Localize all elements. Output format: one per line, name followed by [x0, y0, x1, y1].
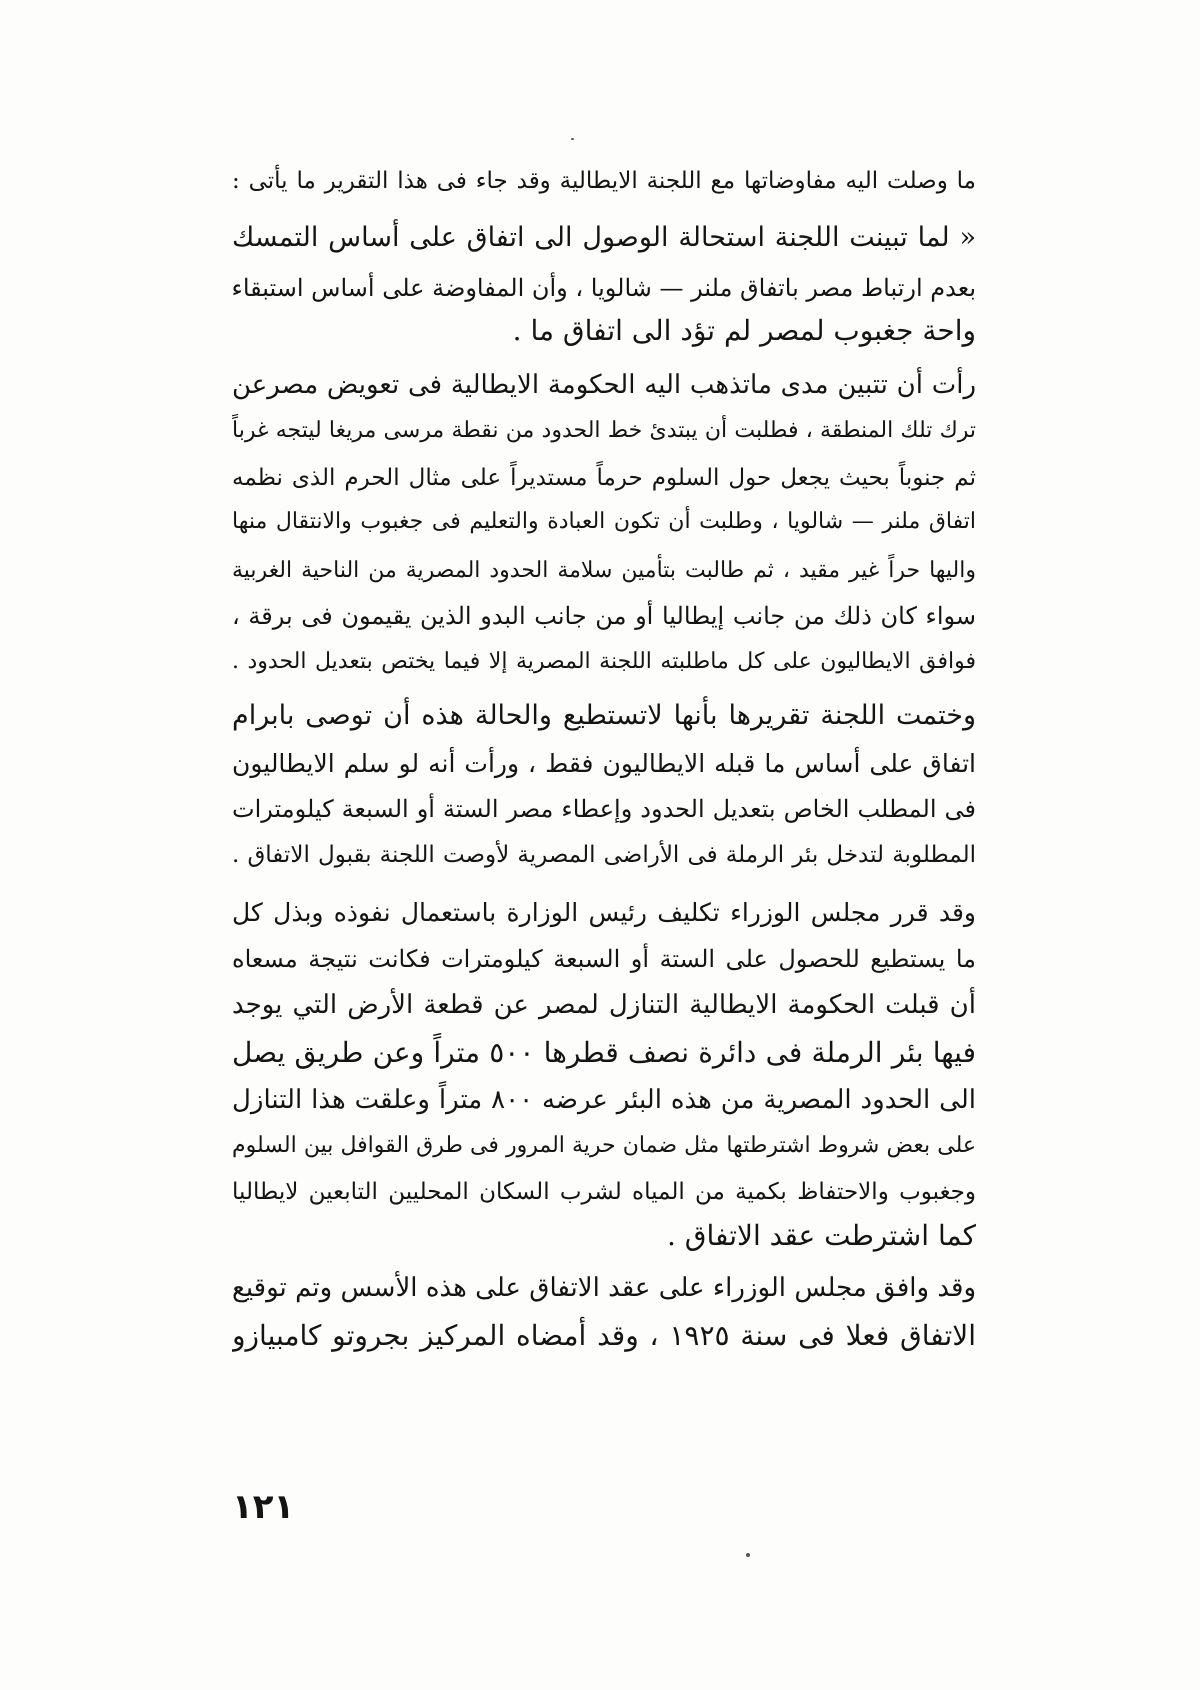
text-line: أن قبلت الحكومة الايطالية التنازل لمصر عن قطعة الأرض التي يوجد — [232, 990, 976, 1020]
text-line: « لما تبينت اللجنة استحالة الوصول الى اتفاق على أساس التمسك — [232, 222, 976, 253]
text-line: اتفاق ملنر — شالويا ، وطلبت أن تكون العبادة والتعليم فى جغبوب والانتقال منها — [232, 509, 976, 534]
text-line: ما وصلت اليه مفاوضاتها مع اللجنة الايطالية وقد جاء فى هذا التقرير ما يأتى : — [232, 168, 976, 194]
text-line: كما اشترطت عقد الاتفاق . — [667, 1219, 976, 1252]
scan-speck — [746, 1553, 750, 1557]
text-line: اتفاق على أساس ما قبله الايطاليون فقط ، ورأت أنه لو سلم الايطاليون — [232, 749, 976, 778]
text-line: فى المطلب الخاص بتعديل الحدود وإعطاء مصر الستة أو السبعة كيلومترات — [232, 795, 976, 823]
scan-speck — [571, 138, 574, 140]
text-line: وجغبوب والاحتفاظ بكمية من المياه لشرب السكان المحليين التابعين لايطاليا — [232, 1179, 976, 1205]
text-line: رأت أن تتبين مدى ماتذهب اليه الحكومة الايطالية فى تعويض مصرعن — [232, 370, 976, 400]
text-line: واليها حراً غير مقيد ، ثم طالبت بتأمين سلامة الحدود المصرية من الناحية الغربية — [232, 558, 976, 583]
text-line: واحة جغبوب لمصر لم تؤد الى اتفاق ما . — [512, 314, 976, 347]
text-line: سواء كان ذلك من جانب إيطاليا أو من جانب البدو الذين يقيمون فى برقة ، — [232, 602, 976, 630]
text-line: ثم جنوباً بحيث يجعل حول السلوم حرماً مستديراً على مثال الحرم الذى نظمه — [232, 465, 976, 491]
text-line: الاتفاق فعلا فى سنة ١٩٢٥ ، وقد أمضاه المركيز بجروتو كامبيازو — [232, 1319, 976, 1352]
text-line: بعدم ارتباط مصر باتفاق ملنر — شالويا ، وأن المفاوضة على أساس استبقاء — [232, 274, 976, 302]
text-line: فوافق الايطاليون على كل ماطلبته اللجنة المصرية إلا فيما يختص بتعديل الحدود . — [232, 649, 976, 674]
text-line: وختمت اللجنة تقريرها بأنها لاتستطيع والحالة هذه أن توصى بابرام — [232, 700, 976, 731]
text-line: وقد وافق مجلس الوزراء على عقد الاتفاق على هذه الأسس وتم توقيع — [232, 1273, 976, 1303]
page-number: ١٢١ — [232, 1487, 295, 1527]
text-line: ترك تلك المنطقة ، فطلبت أن يبتدئ خط الحدود من نقطة مرسى مريغا ليتجه غرباً — [232, 418, 976, 443]
text-line: المطلوبة لتدخل بئر الرملة فى الأراضى المصرية لأوصت اللجنة بقبول الاتفاق . — [232, 842, 976, 868]
text-line: على بعض شروط اشترطتها مثل ضمان حرية المرور فى طرق القوافل بين السلوم — [232, 1133, 976, 1158]
text-line: الى الحدود المصرية من هذه البئر عرضه ٨٠٠ متراً وعلقت هذا التنازل — [232, 1085, 976, 1115]
text-line: وقد قرر مجلس الوزراء تكليف رئيس الوزارة باستعمال نفوذه وبذل كل — [232, 898, 976, 927]
text-line: فيها بئر الرملة فى دائرة نصف قطرها ٥٠٠ متراً وعن طريق يصل — [232, 1036, 976, 1069]
text-line: ما يستطيع للحصول على الستة أو السبعة كيلومترات فكانت نتيجة مسعاه — [232, 945, 976, 973]
